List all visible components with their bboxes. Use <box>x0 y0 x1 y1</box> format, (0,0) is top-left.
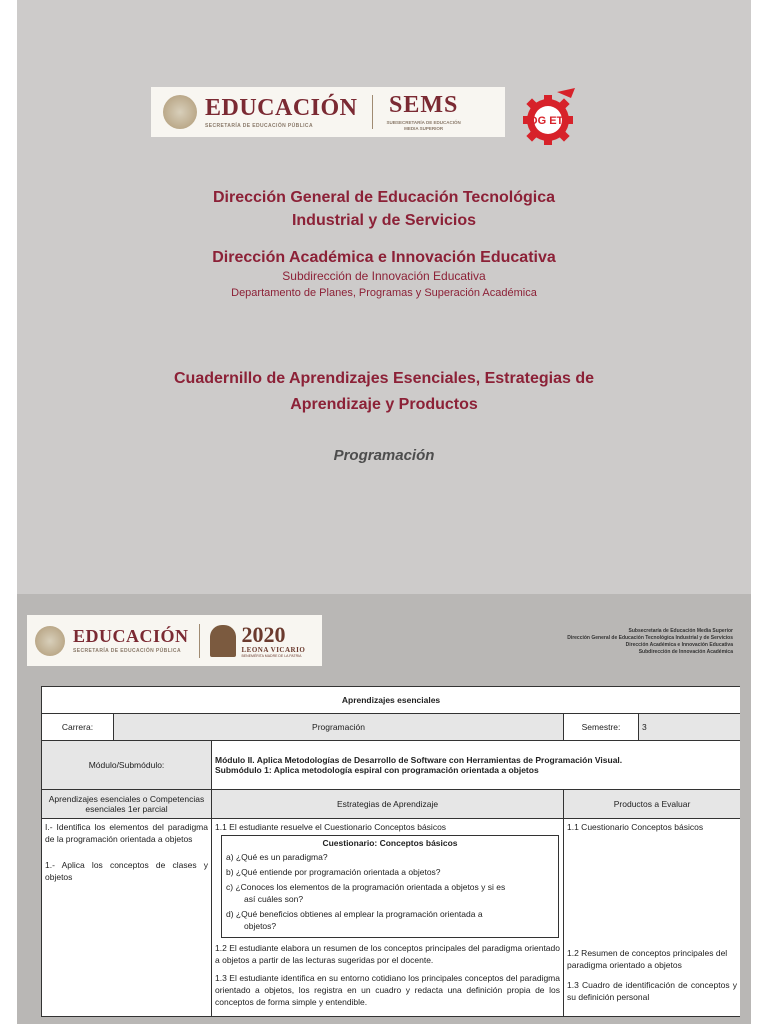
cuadernillo-title-line1: Cuadernillo de Aprendizajes Esenciales, Estrategias de <box>173 370 594 387</box>
mexico-seal-icon <box>163 95 197 129</box>
leona-vicario-name: LEONA VICARIO <box>241 645 306 654</box>
cuestionario-question: b) ¿Qué entiende por programación orientada a objetos? <box>226 867 441 877</box>
educacion-logo-text <box>205 96 358 129</box>
mexico-seal-icon <box>35 626 65 656</box>
cuestionario-title: Cuestionario: Conceptos básicos <box>322 838 458 848</box>
logo-divider <box>372 95 373 129</box>
logo-divider <box>199 624 200 658</box>
cuadernillo-title-line2: Aprendizaje y Productos <box>290 396 478 413</box>
educacion-title: EDUCACIÓN <box>73 626 189 646</box>
content-page <box>17 594 751 1024</box>
cuestionario-question-line: c) ¿Conoces los elementos de la programación orientada a objetos y si es <box>226 882 506 892</box>
col-head-productos: Productos a Evaluar <box>564 790 741 819</box>
col-head-estrategias: Estrategias de Aprendizaje <box>212 790 564 819</box>
producto-item: 1.3 Cuadro de identificación de conceptos y su definición personal <box>567 980 738 1002</box>
cover-title <box>17 186 751 232</box>
sems-logo-text <box>387 93 461 131</box>
dgeti-logo-text: DG ETI <box>529 115 567 127</box>
estrategia-item: 1.2 El estudiante elabora un resumen de los conceptos principales del paradigma orientado a objetos a partir de las lecturas sugeridas por el docente. <box>215 943 560 965</box>
aprendizajes-table <box>41 686 740 1024</box>
cuestionario-question-line: objetos? <box>244 921 277 931</box>
modulo-value <box>212 741 741 790</box>
sems-subtitle-line1: SUBSECRETARÍA DE EDUCACIÓN <box>386 120 461 126</box>
carrera-value: Programación <box>114 714 564 741</box>
producto-item: 1.2 Resumen de conceptos principales del paradigma orientado a objetos <box>567 948 728 970</box>
modulo-label: Módulo/Submódulo: <box>42 741 212 790</box>
estrategia-item: 1.3 El estudiante identifica en su entorno cotidiano los principales conceptos del paradigma orientado a objetos, los registra en un cuadro y redacta una definición propia de los conceptos de forma simple y entendible. <box>215 973 560 1007</box>
cuestionario-question-line: d) ¿Qué beneficios obtienes al emplear la programación orientada a <box>226 909 483 919</box>
cover-title-line1: Dirección General de Educación Tecnológica <box>212 189 556 206</box>
header-line: Dirección Académica e Innovación Educativa <box>625 642 733 648</box>
educacion-subtitle: SECRETARÍA DE EDUCACIÓN PÚBLICA <box>205 122 313 129</box>
cuestionario-question <box>226 881 554 905</box>
cuestionario-question-line: así cuáles son? <box>244 894 304 904</box>
producto-item: 1.1 Cuestionario Conceptos básicos <box>567 822 704 832</box>
sems-subtitle-line2: MEDIA SUPERIOR <box>404 125 444 131</box>
sems-title: SEMS <box>388 92 459 119</box>
educacion-title: EDUCACIÓN <box>205 94 358 121</box>
cuestionario-question <box>226 908 554 932</box>
year-2020: 2020 <box>241 621 286 647</box>
aprendizaje-item: I.- Identifica los elementos del paradigma de la programación orientada a objetos <box>45 822 208 844</box>
carrera-label: Carrera: <box>42 714 114 741</box>
subject-title: Programación <box>333 447 435 464</box>
semestre-value: 3 <box>639 714 741 741</box>
col-head-aprendizajes: Aprendizajes esenciales o Competencias esenciales 1er parcial <box>42 790 212 819</box>
educacion-sems-logo <box>151 87 505 137</box>
modulo-line1: Módulo II. Aplica Metodologías de Desarrollo de Software con Herramientas de Programación Visual. <box>215 755 623 765</box>
estrategia-item: 1.1 El estudiante resuelve el Cuestionario Conceptos básicos <box>215 822 447 832</box>
aprendizajes-cell <box>42 819 212 1017</box>
leona-vicario-logo <box>210 621 306 658</box>
semestre-label: Semestre: <box>564 714 639 741</box>
estrategias-cell <box>212 819 564 1017</box>
educacion-subtitle: SECRETARÍA DE EDUCACIÓN PÚBLICA <box>73 648 181 654</box>
departamento: Departamento de Planes, Programas y Superación Académica <box>231 287 537 299</box>
leona-vicario-text <box>241 621 306 658</box>
header-line: Subsecretaría de Educación Media Superior <box>628 628 733 634</box>
cuadernillo-title <box>17 366 751 418</box>
educacion-logo-text <box>73 627 189 654</box>
subdireccion: Subdirección de Innovación Educativa <box>282 269 486 283</box>
sems-subtitle <box>387 120 461 131</box>
dgeti-gear-logo <box>513 86 583 148</box>
cuestionario-box <box>221 835 559 938</box>
header-line: Dirección General de Educación Tecnológica Industrial y de Servicios <box>567 635 733 641</box>
institution-header <box>567 628 733 656</box>
table-title: Aprendizajes esenciales <box>42 687 741 714</box>
productos-cell <box>564 819 741 1017</box>
educacion-2020-logo <box>27 615 322 666</box>
submodulo-line: Submódulo 1: Aplica metodología espiral con programación orientada a objetos <box>215 765 539 775</box>
aprendizaje-item: 1.- Aplica los conceptos de clases y objetos <box>45 860 208 882</box>
cuestionario-question: a) ¿Qué es un paradigma? <box>226 852 328 862</box>
cover-title-line2: Industrial y de Servicios <box>291 212 477 229</box>
header-line: Subdirección de Innovación Académica <box>638 649 733 655</box>
cover-page <box>17 0 751 594</box>
leona-vicario-subtitle: BENEMÉRITA MADRE DE LA PATRIA <box>241 653 302 658</box>
leona-vicario-portrait-icon <box>210 625 236 657</box>
direccion-academica: Dirección Académica e Innovación Educativa <box>212 249 556 266</box>
